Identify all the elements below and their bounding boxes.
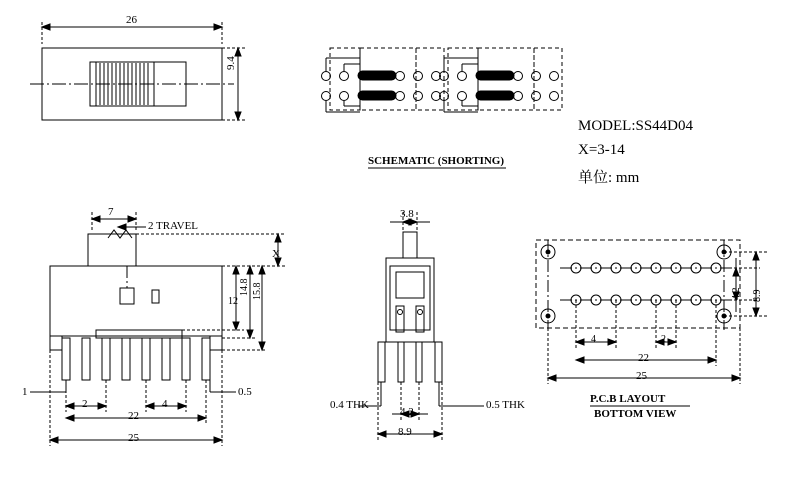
- height-158-dim: 15.8: [252, 282, 263, 300]
- lever-width-dim: 7: [108, 206, 114, 218]
- pitch-4-dim: 4: [162, 398, 168, 410]
- top-view-width-dim: 26: [126, 14, 137, 26]
- side-view-group: [358, 212, 484, 440]
- pin-05-label: 0.5: [238, 386, 252, 398]
- pcb-caption-line1: P.C.B LAYOUT: [590, 393, 666, 405]
- pin-1-label: 1: [22, 386, 28, 398]
- x-range-label: X=3-14: [578, 142, 625, 158]
- thk-left-label: 0.4 THK: [330, 399, 369, 411]
- side-89-dim: 8.9: [398, 426, 412, 438]
- x-dimension-label: X: [272, 248, 280, 260]
- pcb-22-dim: 22: [638, 352, 649, 364]
- pcb-42-dim: 4.2: [731, 287, 742, 300]
- pcb-layout-group: [536, 240, 768, 406]
- model-label: MODEL:SS44D04: [578, 118, 694, 134]
- top-view-height-dim: 9.4: [225, 56, 237, 70]
- pitch-2-dim: 2: [82, 398, 88, 410]
- schematic-caption: SCHEMATIC (SHORTING): [368, 155, 505, 167]
- front-25-dim: 25: [128, 432, 139, 444]
- pcb-pitch-2-dim: 2: [661, 334, 666, 345]
- travel-label: 2 TRAVEL: [148, 220, 199, 232]
- unit-label: 单位: mm: [578, 170, 640, 186]
- height-12-dim: 12: [228, 296, 238, 307]
- front-view-group: [30, 212, 286, 446]
- pcb-caption-line2: BOTTOM VIEW: [594, 408, 677, 420]
- side-top-width-dim: 3.8: [400, 208, 414, 220]
- pcb-pitch-4-dim: 4: [591, 334, 596, 345]
- front-22-dim: 22: [128, 410, 139, 422]
- pcb-25-dim: 25: [636, 370, 647, 382]
- thk-right-label: 0.5 THK: [486, 399, 525, 411]
- top-view-group: [30, 22, 246, 120]
- pcb-89-dim: 8.9: [752, 289, 763, 302]
- schematic-group: [322, 48, 563, 168]
- height-148-dim: 14.8: [239, 278, 250, 296]
- side-42-dim: 4.2: [400, 406, 414, 418]
